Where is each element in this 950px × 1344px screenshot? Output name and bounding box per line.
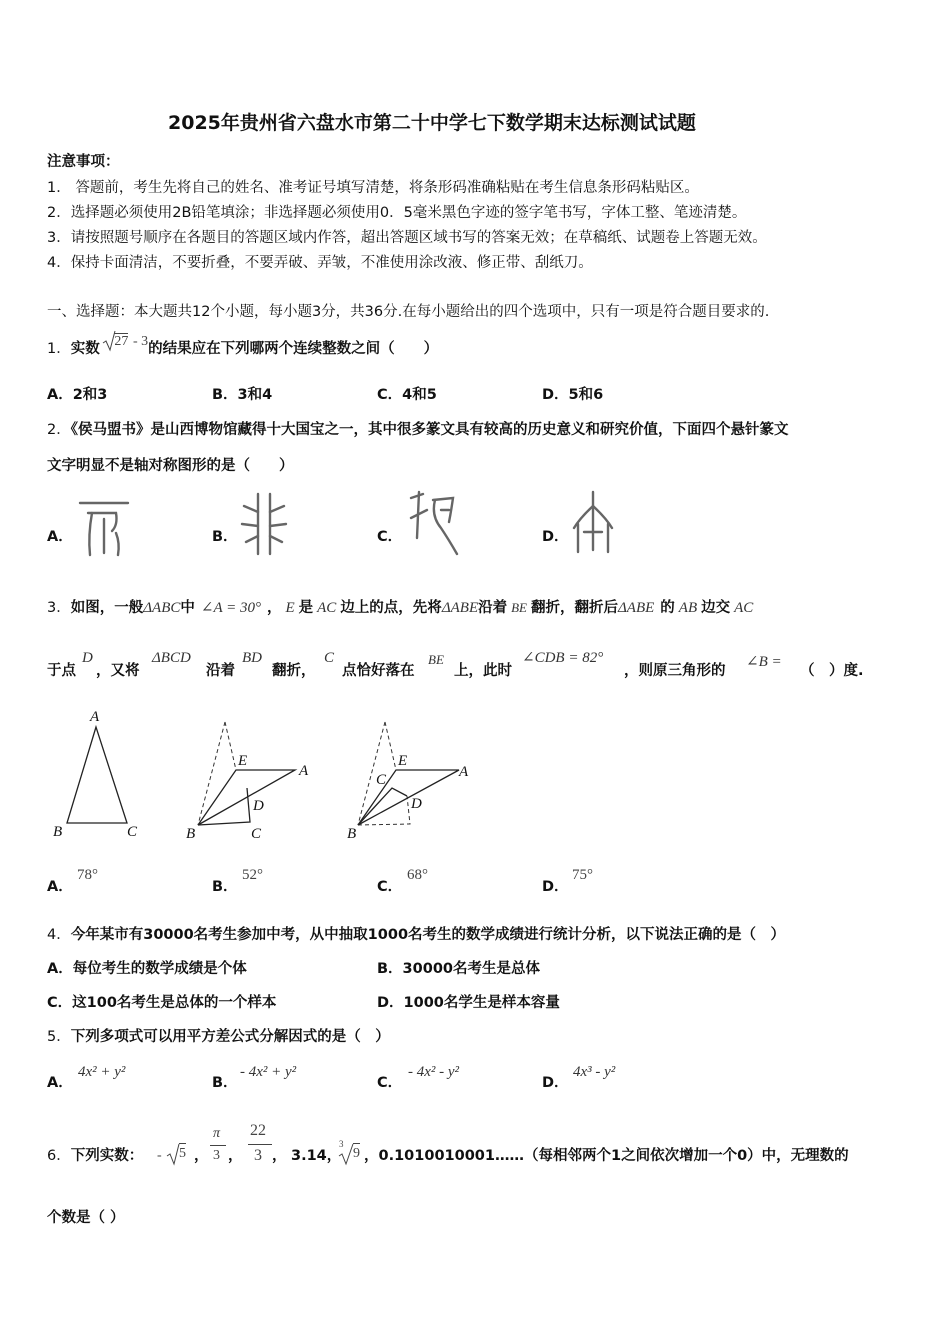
option-a-expression: 4x² + y² xyxy=(78,1064,126,1080)
option-c-value: 68° xyxy=(407,867,428,883)
vertex-label-b: B xyxy=(186,826,196,842)
option-b-value: 52° xyxy=(242,867,263,883)
option-a-label[interactable]: A． xyxy=(47,529,73,545)
option-a-label[interactable]: A． xyxy=(47,1075,73,1091)
seal-glyph-c-icon[interactable] xyxy=(405,488,459,558)
vertex-label-b: B xyxy=(53,824,63,840)
option-a-value: 78° xyxy=(77,867,98,883)
option-b[interactable]: B．3和4 xyxy=(212,387,273,403)
cbrt-radicand: 9 xyxy=(353,1143,360,1164)
vertex-label-a: A xyxy=(459,764,469,780)
question-2 xyxy=(47,420,788,440)
math-expression: ΔABE xyxy=(618,600,655,616)
question-number: 3． xyxy=(47,600,71,616)
fraction-denominator: 3 xyxy=(254,1147,262,1164)
figure-original-triangle xyxy=(53,709,138,840)
question-text: 翻折， xyxy=(272,663,316,679)
math-expression: ΔABE xyxy=(441,600,479,616)
vertex-label-d: D xyxy=(411,796,422,812)
math-expression: AC xyxy=(317,600,337,616)
vertex-label-c: C xyxy=(127,824,138,840)
fraction-numerator: π xyxy=(213,1126,221,1141)
math-expression: BE xyxy=(428,652,444,667)
math-expression: ∠CDB = 82° xyxy=(522,650,604,666)
option-d-expression: 4x³ - y² xyxy=(573,1064,616,1080)
option-d[interactable]: D．1000名学生是样本容量 xyxy=(377,995,560,1011)
option-c-expression: - 4x² - y² xyxy=(408,1064,460,1080)
figure-second-fold xyxy=(347,722,469,842)
option-d-value: 75° xyxy=(572,867,593,883)
option-d-label[interactable]: D． xyxy=(542,1075,569,1091)
vertex-label-d: D xyxy=(253,798,264,814)
question-text: 点恰好落在 xyxy=(342,663,415,679)
question-text: ，0.1010010001……（每相邻两个1之间依次增加一个0）中，无理数的 xyxy=(364,1148,849,1164)
question-number: 2． xyxy=(47,422,71,438)
question-number: 6． xyxy=(47,1148,71,1164)
question-text: ，则原三角形的 xyxy=(624,663,726,679)
math-expression: AB xyxy=(678,600,698,616)
question-text: （ ）度. xyxy=(800,663,864,679)
fraction-bar xyxy=(248,1144,272,1145)
question-text: ，又将 xyxy=(96,663,140,679)
seal-glyph-b-icon[interactable] xyxy=(238,490,290,558)
question-text: 文字明显不是轴对称图形的是（ ） xyxy=(47,458,294,474)
math-expression: D xyxy=(82,650,93,666)
sqrt-radicand: 5 xyxy=(179,1143,186,1164)
option-a[interactable]: A．2和3 xyxy=(47,387,108,403)
question-text: 于点 xyxy=(47,663,76,679)
question-6 xyxy=(47,1146,143,1166)
math-expression: C xyxy=(324,650,335,666)
sqrt-expression: 27 - 3 xyxy=(104,331,148,352)
option-c-label[interactable]: C． xyxy=(377,879,403,895)
question-3: 3．如图，一般ΔABC中 ∠A = 30° ， E 是 AC 边上的点，先将ΔABE沿着 BE 翻折，翻折后ΔABE 的 AB 边交 AC xyxy=(47,600,754,616)
question-text: 下列实数： xyxy=(70,1148,144,1164)
option-b[interactable]: B．30000名考生是总体 xyxy=(377,961,540,977)
vertex-label-a: A xyxy=(90,709,100,725)
question-text: 的结果应在下列哪两个连续整数之间（ ） xyxy=(148,341,439,357)
option-d-label[interactable]: D． xyxy=(542,879,569,895)
question-text: 个数是（ ） xyxy=(47,1210,125,1226)
option-d[interactable]: D．5和6 xyxy=(542,387,604,403)
notice-item: 1． 答题前，考生先将自己的姓名、准考证号填写清楚，将条形码准确粘贴在考生信息条形码粘贴区。 xyxy=(47,180,699,196)
math-expression: BD xyxy=(242,650,262,666)
seal-glyph-a-icon[interactable] xyxy=(78,495,130,557)
question-4 xyxy=(47,925,785,945)
question-5 xyxy=(47,1027,390,1047)
radical-sign-icon xyxy=(102,330,116,352)
notice-item: 4．保持卡面清洁，不要折叠，不要弄破、弄皱，不准使用涂改液、修正带、刮纸刀。 xyxy=(47,255,593,271)
separator: ， xyxy=(228,1148,243,1164)
vertex-label-a: A xyxy=(299,763,309,779)
math-expression: ∠A = 30° xyxy=(200,600,261,616)
question-text: 上，此时 xyxy=(454,663,512,679)
question-number: 5． xyxy=(47,1029,71,1045)
math-expression: ΔABC xyxy=(143,600,181,616)
math-expression: ∠B = xyxy=(746,654,782,670)
question-text: 今年某市有30000名考生参加中考，从中抽取1000名考生的数学成绩进行统计分析，以下说法正确的是（ ） xyxy=(70,927,786,943)
notice-item: 3．请按照题号顺序在各题目的答题区域内作答，超出答题区域书写的答案无效；在草稿纸、试题卷上答题无效。 xyxy=(47,230,767,246)
math-expression: BE xyxy=(511,600,527,615)
vertex-label-c: C xyxy=(251,826,262,842)
question-text: 下列多项式可以用平方差公式分解因式的是（ ） xyxy=(70,1029,390,1045)
seal-glyph-d-icon[interactable] xyxy=(568,488,618,558)
option-c[interactable]: C．4和5 xyxy=(377,387,437,403)
option-b-expression: - 4x² + y² xyxy=(240,1064,297,1080)
section-heading: 一、选择题：本大题共12个小题，每小题3分，共36分.在每小题给出的四个选项中，只有一项是符合题目要求的. xyxy=(47,304,770,320)
question-text: 《侯马盟书》是山西博物馆藏得十大国宝之一，其中很多篆文具有较高的历史意义和研究价值，下面四个悬针篆文 xyxy=(70,422,789,438)
vertex-label-c: C xyxy=(376,772,387,788)
vertex-label-b: B xyxy=(347,826,357,842)
notice-heading: 注意事项： xyxy=(47,154,120,170)
option-a-label[interactable]: A． xyxy=(47,879,73,895)
math-expression: ΔBCD xyxy=(152,650,191,666)
notice-item: 2．选择题必须使用2B铅笔填涂；非选择题必须使用0．5毫米黑色字迹的签字笔书写，字体工整、笔迹清楚。 xyxy=(47,205,747,221)
triangle-figures xyxy=(45,700,495,850)
separator: ， xyxy=(194,1148,209,1164)
question-text: 实数 xyxy=(70,341,100,357)
option-b-label[interactable]: B． xyxy=(212,879,238,895)
page-title: 2025年贵州省六盘水市第二十中学七下数学期末达标测试试题 xyxy=(168,112,696,134)
option-d-label[interactable]: D． xyxy=(542,529,569,545)
radical-sign-icon xyxy=(338,1142,354,1166)
fraction-denominator: 3 xyxy=(213,1148,220,1163)
option-a[interactable]: A．每位考生的数学成绩是个体 xyxy=(47,961,247,977)
question-1 xyxy=(47,334,439,360)
separator: ， xyxy=(272,1148,287,1164)
radical-sign-icon xyxy=(166,1142,180,1166)
option-c-label[interactable]: C． xyxy=(377,1075,403,1091)
fraction-numerator: 22 xyxy=(250,1122,266,1139)
question-number: 4． xyxy=(47,927,71,943)
neg-sign: - xyxy=(157,1148,162,1163)
question-number: 1． xyxy=(47,341,71,357)
option-c[interactable]: C．这100名考生是总体的一个样本 xyxy=(47,995,277,1011)
cbrt-index: 3 xyxy=(339,1139,344,1149)
option-c-label[interactable]: C． xyxy=(377,529,403,545)
vertex-label-e: E xyxy=(398,753,408,769)
figure-first-fold xyxy=(186,722,309,842)
math-expression: E xyxy=(285,600,295,616)
value-314: 3.14， xyxy=(291,1148,342,1164)
vertex-label-e: E xyxy=(238,753,248,769)
option-b-label[interactable]: B． xyxy=(212,529,238,545)
question-text: 沿着 xyxy=(206,663,235,679)
option-b-label[interactable]: B． xyxy=(212,1075,238,1091)
math-expression: AC xyxy=(734,600,754,616)
